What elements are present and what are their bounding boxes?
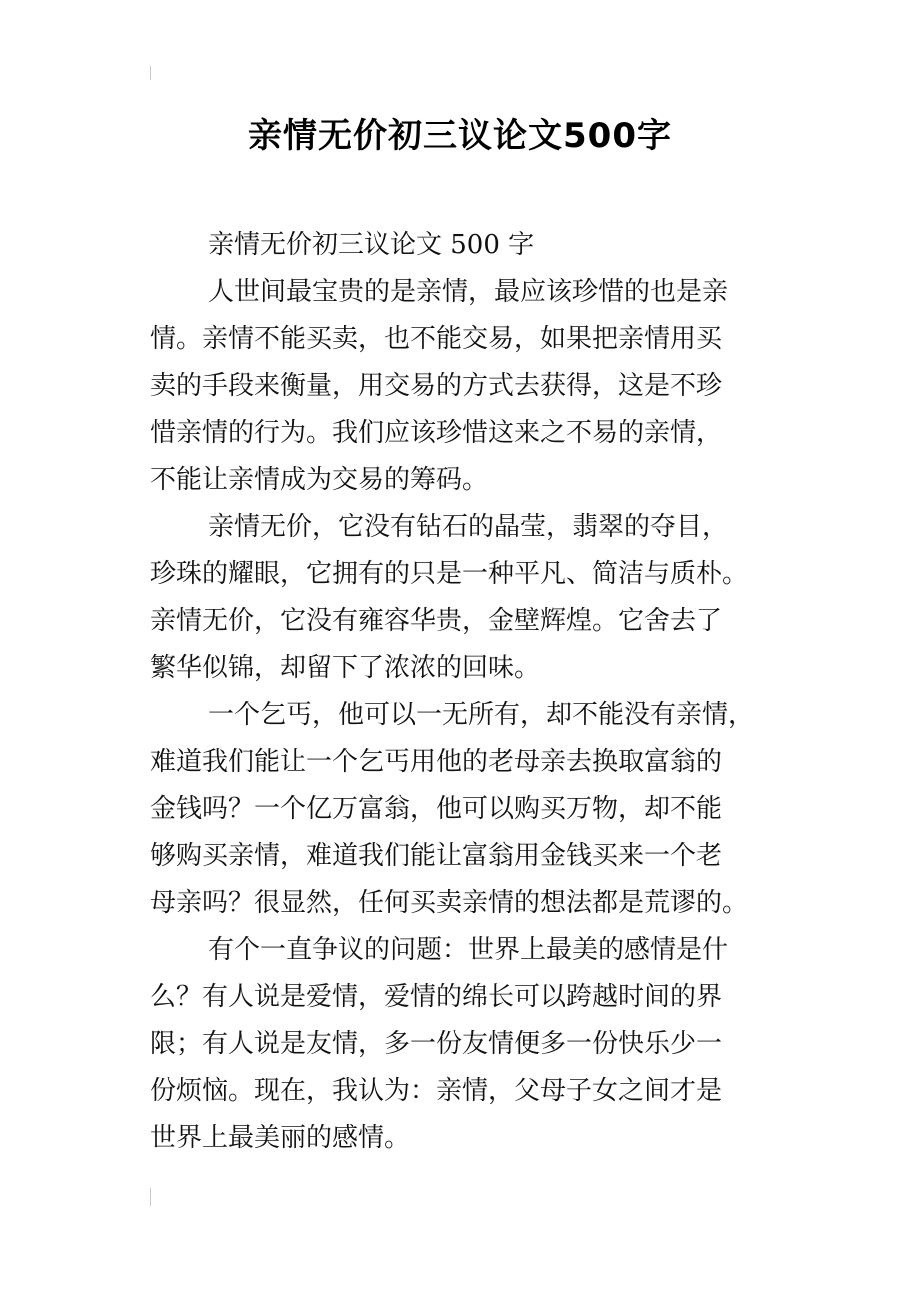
paragraph-4-line-2: 么？有人说是爱情，爱情的绵长可以跨越时间的界 <box>150 982 723 1012</box>
paragraph-4-line-5: 世界上最美丽的感情。 <box>150 1123 411 1153</box>
document-body <box>150 222 780 1162</box>
paragraph-4-line-4: 份烦恼。现在，我认为：亲情，父母子女之间才是 <box>150 1076 723 1106</box>
paragraph-2-line-1: 亲情无价，它没有钻石的晶莹，翡翠的夺目， <box>208 512 729 542</box>
paragraph-1-line-3: 卖的手段来衡量，用交易的方式去获得，这是不珍 <box>150 371 723 401</box>
paragraph-3-line-1: 一个乞丐，他可以一无所有，却不能没有亲情， <box>208 700 755 730</box>
paragraph-3-line-3: 金钱吗？一个亿万富翁，他可以购买万物，却不能 <box>150 794 723 824</box>
paragraph-1-line-1: 人世间最宝贵的是亲情，最应该珍惜的也是亲 <box>208 277 729 307</box>
paragraph-2-line-4: 繁华似锦，却留下了浓浓的回味。 <box>150 653 541 683</box>
page-title: 亲情无价初三议论文500字 <box>248 116 672 156</box>
paragraph-1-line-5: 不能让亲情成为交易的筹码。 <box>150 465 489 495</box>
paragraph-1-line-4: 惜亲情的行为。我们应该珍惜这来之不易的亲情， <box>150 418 723 448</box>
paragraph-2-line-3: 亲情无价，它没有雍容华贵，金壁辉煌。它舍去了 <box>150 606 723 636</box>
paragraph-4-line-1: 有个一直争议的问题：世界上最美的感情是什 <box>208 935 729 965</box>
corner-mark-bottom <box>150 1188 161 1206</box>
paragraph-2-line-2: 珍珠的耀眼，它拥有的只是一种平凡、简洁与质朴。 <box>150 559 749 589</box>
paragraph-3-line-2: 难道我们能让一个乞丐用他的老母亲去换取富翁的 <box>150 747 723 777</box>
subtitle-line: 亲情无价初三议论文 500 字 <box>208 230 535 260</box>
paragraph-3-line-4: 够购买亲情，难道我们能让富翁用金钱买来一个老 <box>150 841 723 871</box>
paragraph-4-line-3: 限；有人说是友情，多一份友情便多一份快乐少一 <box>150 1029 723 1059</box>
paragraph-3-line-5: 母亲吗？很显然，任何买卖亲情的想法都是荒谬的。 <box>150 888 749 918</box>
corner-mark-top <box>150 66 161 80</box>
paragraph-1-line-2: 情。亲情不能买卖，也不能交易，如果把亲情用买 <box>150 324 723 354</box>
